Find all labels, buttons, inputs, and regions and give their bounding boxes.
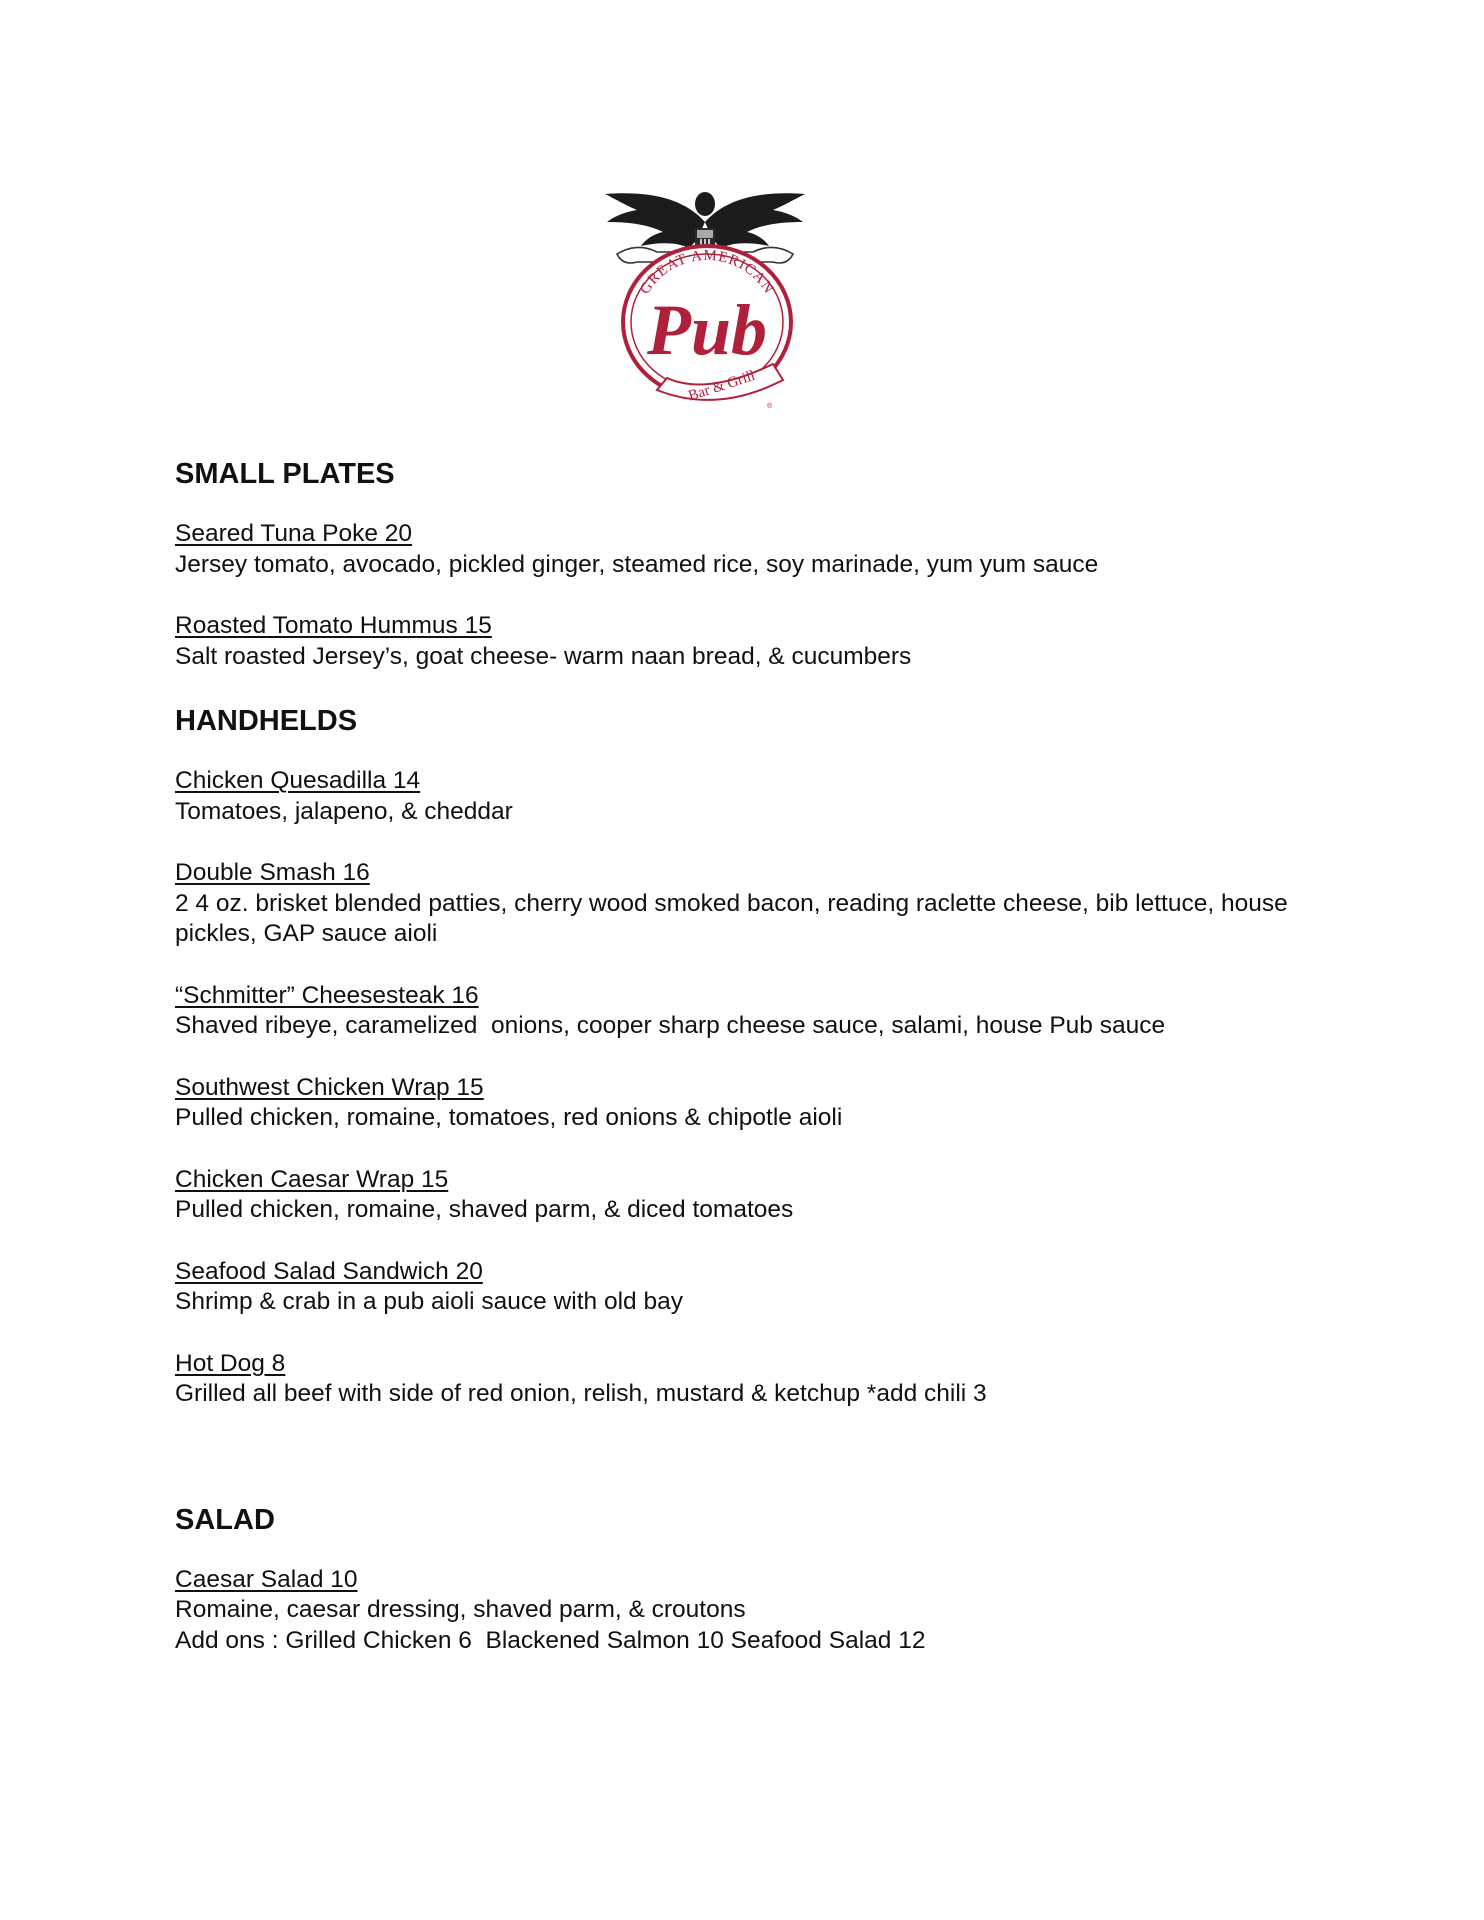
item-title: Double Smash 16	[175, 859, 370, 886]
item-title: Hot Dog 8	[175, 1349, 286, 1377]
menu-item	[175, 1073, 1335, 1134]
item-description: Shaved ribeye, caramelized onions, cooper sharp cheese sauce, salami, house Pub sauce	[175, 1012, 1166, 1039]
item-description: Pulled chicken, romaine, tomatoes, red onions & chipotle aioli	[175, 1104, 843, 1131]
menu-item	[175, 519, 1335, 580]
section-title: SMALL PLATES	[175, 458, 395, 490]
pub-logo	[597, 182, 813, 418]
item-description: Grilled all beef with side of red onion, relish, mustard & ketchup *add chili 3	[175, 1380, 987, 1407]
item-addons: Add ons : Grilled Chicken 6 Blackened Salmon 10 Seafood Salad 12	[175, 1626, 926, 1654]
item-description: Tomatoes, jalapeno, & cheddar	[175, 797, 513, 825]
item-title: Caesar Salad 10	[175, 1565, 358, 1593]
svg-text:®: ®	[767, 403, 773, 410]
item-description: 2 4 oz. brisket blended patties, cherry wood smoked bacon, reading raclette cheese, bib lettuce, house pickles, GAP sauce aioli	[175, 889, 1295, 947]
menu-item	[175, 611, 1335, 672]
menu-item	[175, 1349, 1335, 1410]
item-title: Chicken Quesadilla 14	[175, 767, 421, 794]
menu-item	[175, 766, 1335, 827]
menu-item	[175, 1257, 1335, 1318]
item-title: Seared Tuna Poke 20	[175, 520, 413, 547]
svg-text:GREAT AMERICAN: GREAT AMERICAN	[637, 247, 777, 298]
logo-banner-text: Bar & Grill	[686, 367, 758, 405]
logo-main-text: Pub	[646, 290, 768, 370]
eagle-crest-icon	[597, 182, 813, 418]
item-title: Roasted Tomato Hummus 15	[175, 612, 492, 639]
section-title: HANDHELDS	[175, 705, 358, 737]
item-title: Seafood Salad Sandwich 20	[175, 1257, 483, 1285]
item-description: Pulled chicken, romaine, shaved parm, & diced tomatoes	[175, 1196, 794, 1223]
menu-item	[175, 1165, 1335, 1226]
menu-item	[175, 1565, 1335, 1657]
item-title: “Schmitter” Cheesesteak 16	[175, 981, 479, 1009]
section-salad	[175, 1502, 1335, 1657]
menu-item	[175, 981, 1335, 1042]
section-title: SALAD	[175, 1503, 275, 1536]
section-handhelds	[175, 703, 1335, 1410]
item-description: Jersey tomato, avocado, pickled ginger, steamed rice, soy marinade, yum yum sauce	[175, 550, 1099, 578]
item-title: Chicken Caesar Wrap 15	[175, 1165, 449, 1193]
item-description: Romaine, caesar dressing, shaved parm, & croutons	[175, 1596, 746, 1623]
section-small-plates	[175, 456, 1335, 672]
item-description: Shrimp & crab in a pub aioli sauce with old bay	[175, 1288, 683, 1315]
item-description: Salt roasted Jersey’s, goat cheese- warm naan bread, & cucumbers	[175, 642, 912, 670]
menu-content	[175, 456, 1335, 1687]
item-title: Southwest Chicken Wrap 15	[175, 1073, 484, 1101]
menu-item	[175, 858, 1335, 950]
